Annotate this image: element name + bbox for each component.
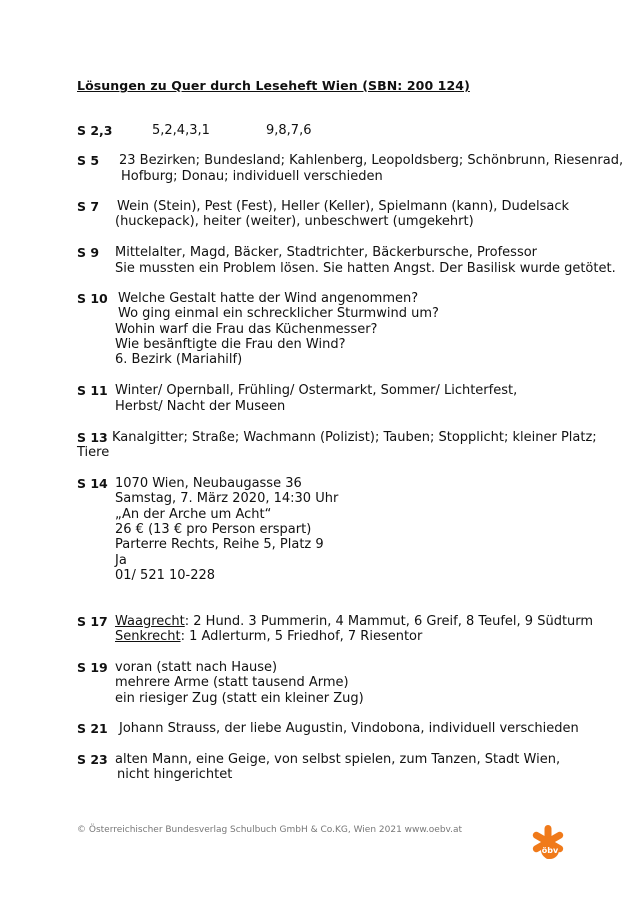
- section-label: S 9: [77, 245, 100, 260]
- answer-line: Hofburg; Donau; individuell verschieden: [121, 169, 383, 184]
- section-label: S 7: [77, 199, 100, 214]
- answer-line: Wie besänftigte die Frau den Wind?: [115, 337, 346, 352]
- waagrecht-text: : 2 Hund. 3 Pummerin, 4 Mammut, 6 Greif, 8 Teufel, 9 Südturm: [184, 614, 594, 629]
- answer-line: Wo ging einmal ein schrecklicher Sturmwind um?: [118, 306, 439, 321]
- section-label: S 21: [77, 721, 108, 736]
- answer-line: mehrere Arme (statt tausend Arme): [115, 675, 349, 690]
- section-label: S 11: [77, 383, 108, 398]
- answer-line: 01/ 521 10-228: [115, 568, 216, 583]
- section-label: S 23: [77, 752, 108, 767]
- oebv-logo: [528, 822, 568, 862]
- answer-line: 5,2,4,3,1: [152, 123, 210, 138]
- answer-line: Wein (Stein), Pest (Fest), Heller (Keller), Spielmann (kann), Dudelsack: [117, 199, 570, 214]
- footer-copyright: © Österreichischer Bundesverlag Schulbuch GmbH & Co.KG, Wien 2021 www.oebv.at: [77, 825, 463, 835]
- section-label: S 14: [77, 476, 108, 491]
- answer-line: 26 € (13 € pro Person erspart): [115, 522, 312, 537]
- answer-line: Mittelalter, Magd, Bäcker, Stadtrichter, Bäckerbursche, Professor: [115, 245, 538, 260]
- answer-line: 9,8,7,6: [266, 123, 312, 138]
- answer-line: Tiere: [77, 445, 110, 460]
- waagrecht-label: Waagrecht: [115, 614, 185, 629]
- logo-text: öbv: [541, 846, 559, 855]
- senkrecht-label: Senkrecht: [115, 629, 181, 644]
- answer-line: [115, 614, 593, 629]
- answer-line: [115, 629, 422, 644]
- answer-line: 23 Bezirken; Bundesland; Kahlenberg, Leopoldsberg; Schönbrunn, Riesenrad,: [119, 153, 624, 168]
- section-label: S 13: [77, 430, 108, 445]
- answer-line: alten Mann, eine Geige, von selbst spielen, zum Tanzen, Stadt Wien,: [115, 752, 561, 767]
- section-label: S 2,3: [77, 123, 113, 138]
- answer-line: Welche Gestalt hatte der Wind angenommen?: [118, 291, 419, 306]
- answer-line: (huckepack), heiter (weiter), unbeschwert (umgekehrt): [115, 214, 474, 229]
- answer-line: Johann Strauss, der liebe Augustin, Vindobona, individuell verschieden: [119, 721, 579, 736]
- answer-line: Samstag, 7. März 2020, 14:30 Uhr: [115, 491, 339, 506]
- answer-line: Winter/ Opernball, Frühling/ Ostermarkt, Sommer/ Lichterfest,: [115, 383, 518, 398]
- answer-line: Parterre Rechts, Reihe 5, Platz 9: [115, 537, 324, 552]
- section-label: S 10: [77, 291, 108, 306]
- page-title: Lösungen zu Quer durch Leseheft Wien (SBN: 200 124): [77, 78, 470, 93]
- answer-line: „An der Arche um Acht“: [115, 507, 272, 522]
- senkrecht-text: : 1 Adlerturm, 5 Friedhof, 7 Riesentor: [180, 629, 423, 644]
- answer-line: 6. Bezirk (Mariahilf): [115, 352, 243, 367]
- section-label: S 5: [77, 153, 100, 168]
- answer-line: 1070 Wien, Neubaugasse 36: [115, 476, 302, 491]
- answer-line: Wohin warf die Frau das Küchenmesser?: [115, 322, 378, 337]
- answer-line: ein riesiger Zug (statt ein kleiner Zug): [115, 691, 364, 706]
- answer-line: Ja: [115, 553, 127, 568]
- section-label: S 19: [77, 660, 108, 675]
- answer-line: Kanalgitter; Straße; Wachmann (Polizist); Tauben; Stopplicht; kleiner Platz;: [112, 430, 597, 445]
- answer-line: voran (statt nach Hause): [115, 660, 278, 675]
- answer-line: nicht hingerichtet: [117, 767, 233, 782]
- answer-line: Sie mussten ein Problem lösen. Sie hatten Angst. Der Basilisk wurde getötet.: [115, 261, 616, 276]
- answer-line: Herbst/ Nacht der Museen: [115, 399, 286, 414]
- section-label: S 17: [77, 614, 108, 629]
